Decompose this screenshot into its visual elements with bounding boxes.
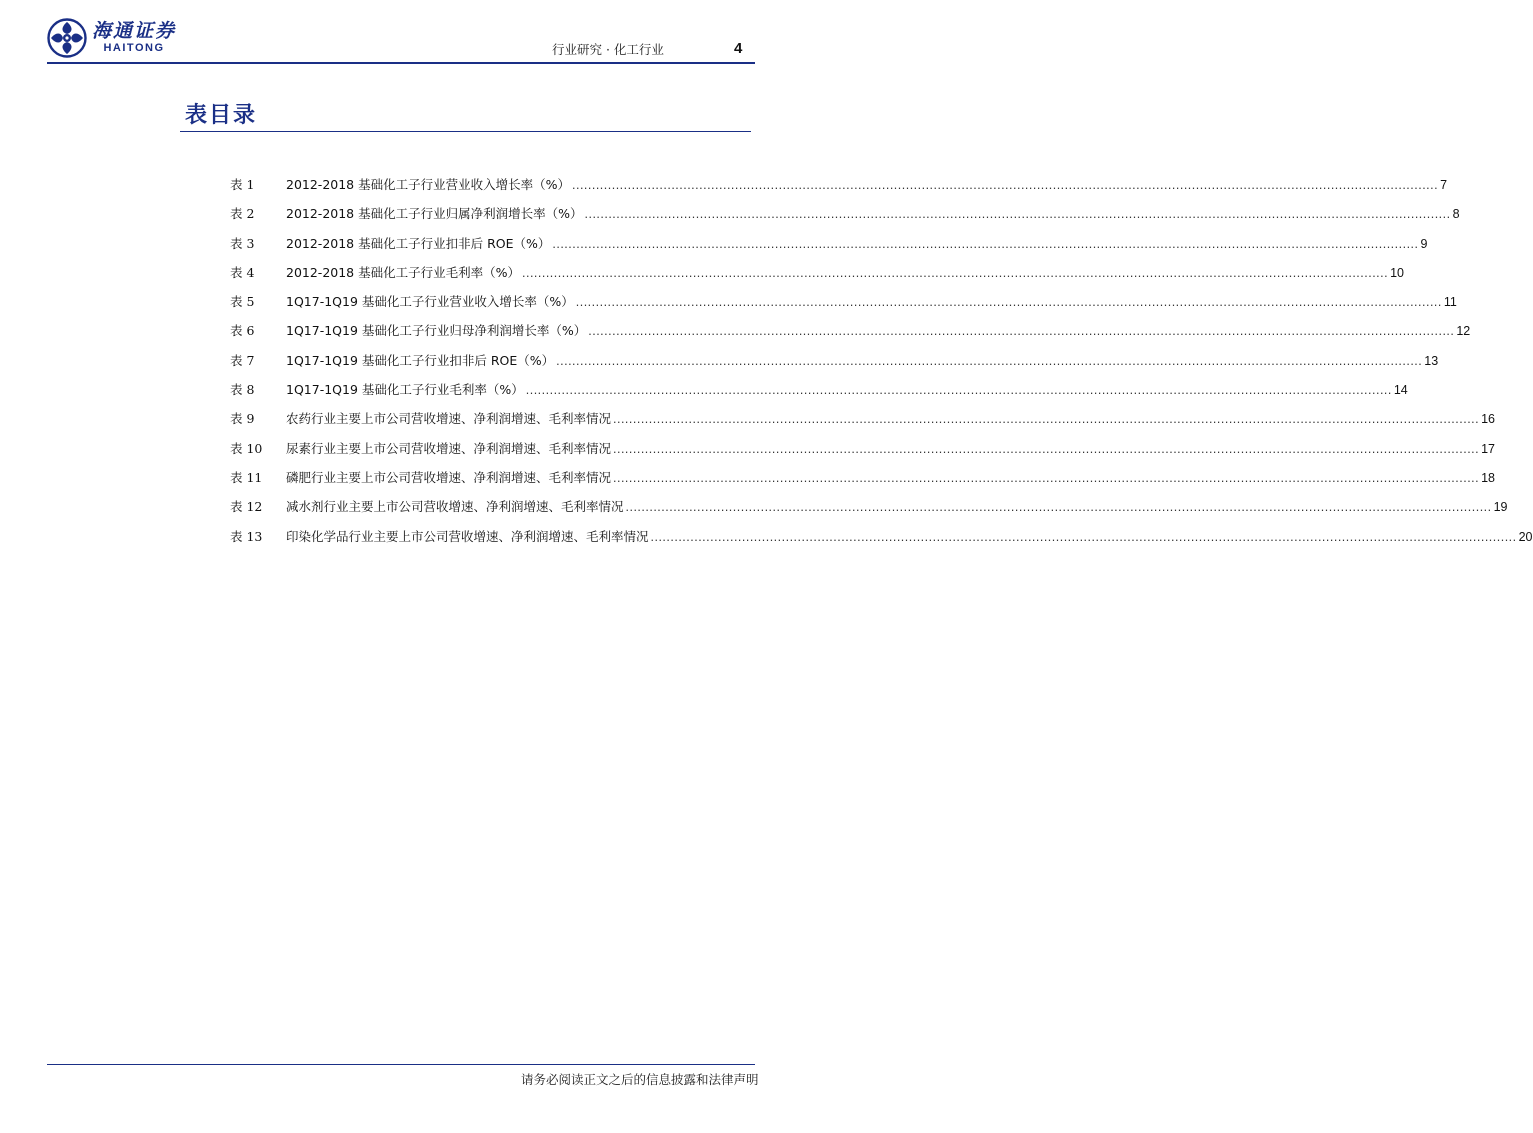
toc-entry-title: 尿素行业主要上市公司营收增速、净利润增速、毛利率情况 xyxy=(286,440,612,456)
title-divider xyxy=(180,131,751,132)
toc-dot-leader xyxy=(556,353,1422,369)
toc-dot-leader xyxy=(651,529,1517,545)
toc-dot-leader xyxy=(576,294,1442,310)
toc-dot-leader xyxy=(552,236,1418,252)
toc-entry-title: 1Q17-1Q19 基础化工子行业营业收入增长率（%） xyxy=(286,294,574,310)
toc-entry[interactable] xyxy=(230,294,1457,323)
company-logo xyxy=(47,17,176,59)
toc-entry-title: 2012-2018 基础化工子行业扣非后 ROE（%） xyxy=(286,235,551,251)
toc-dot-leader xyxy=(526,382,1392,398)
toc-entry-title: 农药行业主要上市公司营收增速、净利润增速、毛利率情况 xyxy=(286,411,612,427)
toc-entry[interactable] xyxy=(230,382,1408,411)
toc-entry-page: 9 xyxy=(1420,236,1428,251)
toc-entry-label: 表 3 xyxy=(230,235,255,251)
toc-entry-page: 14 xyxy=(1393,383,1408,398)
toc-entry-label: 表 10 xyxy=(230,440,263,456)
toc-dot-leader xyxy=(613,441,1479,457)
toc-dot-leader xyxy=(585,206,1451,222)
toc-entry-page: 10 xyxy=(1390,265,1404,280)
toc-entry-label: 表 13 xyxy=(230,528,263,544)
toc-entry-page: 11 xyxy=(1443,295,1457,310)
toc-dot-leader xyxy=(613,470,1479,486)
toc-dot-leader xyxy=(572,177,1438,193)
toc-entry-title: 2012-2018 基础化工子行业毛利率（%） xyxy=(286,264,520,280)
toc-dot-leader xyxy=(613,411,1479,427)
toc-entry[interactable] xyxy=(230,352,1439,382)
toc-entry-page: 20 xyxy=(1518,529,1533,544)
toc-entry-title: 磷肥行业主要上市公司营收增速、净利润增速、毛利率情况 xyxy=(286,469,612,485)
toc-entry[interactable] xyxy=(230,264,1404,294)
toc-entry-page: 13 xyxy=(1424,353,1439,368)
logo-name-cn: 海通证券 xyxy=(92,20,177,42)
toc-entry-page: 17 xyxy=(1481,441,1496,456)
toc-entry-title: 1Q17-1Q19 基础化工子行业扣非后 ROE（%） xyxy=(286,352,555,368)
logo-text xyxy=(92,21,176,55)
toc-entry-label: 表 8 xyxy=(230,382,255,398)
footer-divider xyxy=(47,1064,755,1065)
toc-entry-page: 7 xyxy=(1440,178,1448,192)
toc-entry-label: 表 6 xyxy=(230,323,255,339)
toc-entry[interactable] xyxy=(230,177,1448,206)
toc-entry-label: 表 1 xyxy=(230,177,255,192)
toc-dot-leader xyxy=(588,323,1454,339)
toc-entry-page: 12 xyxy=(1456,324,1471,339)
toc-entry-label: 表 9 xyxy=(230,411,255,427)
toc-entry-title: 减水剂行业主要上市公司营收增速、净利润增速、毛利率情况 xyxy=(286,499,624,515)
toc-entry-label: 表 2 xyxy=(230,206,255,222)
toc-dot-leader xyxy=(522,265,1388,281)
toc-entry-title: 2012-2018 基础化工子行业营业收入增长率（%） xyxy=(286,177,570,192)
page-number: 4 xyxy=(734,40,743,57)
toc-entry[interactable] xyxy=(230,440,1496,470)
toc-entry-label: 表 7 xyxy=(230,352,255,368)
toc-entry-title: 印染化学品行业主要上市公司营收增速、净利润增速、毛利率情况 xyxy=(286,528,649,544)
table-of-contents xyxy=(230,177,1533,558)
toc-entry-label: 表 12 xyxy=(230,499,263,515)
toc-entry-page: 16 xyxy=(1481,412,1496,427)
toc-entry[interactable] xyxy=(230,499,1508,528)
haitong-logo-icon xyxy=(47,18,87,58)
toc-entry[interactable] xyxy=(230,411,1496,440)
toc-entry-title: 1Q17-1Q19 基础化工子行业归母净利润增长率（%） xyxy=(286,323,587,339)
toc-entry-page: 18 xyxy=(1481,470,1496,485)
toc-entry-page: 19 xyxy=(1493,500,1508,515)
report-category: 行业研究 · 化工行业 xyxy=(552,42,664,57)
page-title: 表目录 xyxy=(185,102,258,128)
header-divider xyxy=(47,62,755,64)
toc-entry-page: 8 xyxy=(1452,207,1460,222)
toc-entry[interactable] xyxy=(230,528,1533,558)
toc-entry[interactable] xyxy=(230,206,1460,235)
toc-entry-label: 表 11 xyxy=(230,469,263,485)
toc-dot-leader xyxy=(626,499,1492,515)
toc-entry-label: 表 5 xyxy=(230,294,255,310)
toc-entry[interactable] xyxy=(230,235,1428,265)
toc-entry[interactable] xyxy=(230,469,1496,499)
toc-entry[interactable] xyxy=(230,323,1471,352)
toc-entry-title: 2012-2018 基础化工子行业归属净利润增长率（%） xyxy=(286,206,583,222)
toc-entry-label: 表 4 xyxy=(230,264,255,280)
legal-disclaimer: 请务必阅读正文之后的信息披露和法律声明 xyxy=(521,1072,759,1087)
toc-entry-title: 1Q17-1Q19 基础化工子行业毛利率（%） xyxy=(286,382,524,398)
logo-name-en: HAITONG xyxy=(103,42,165,54)
